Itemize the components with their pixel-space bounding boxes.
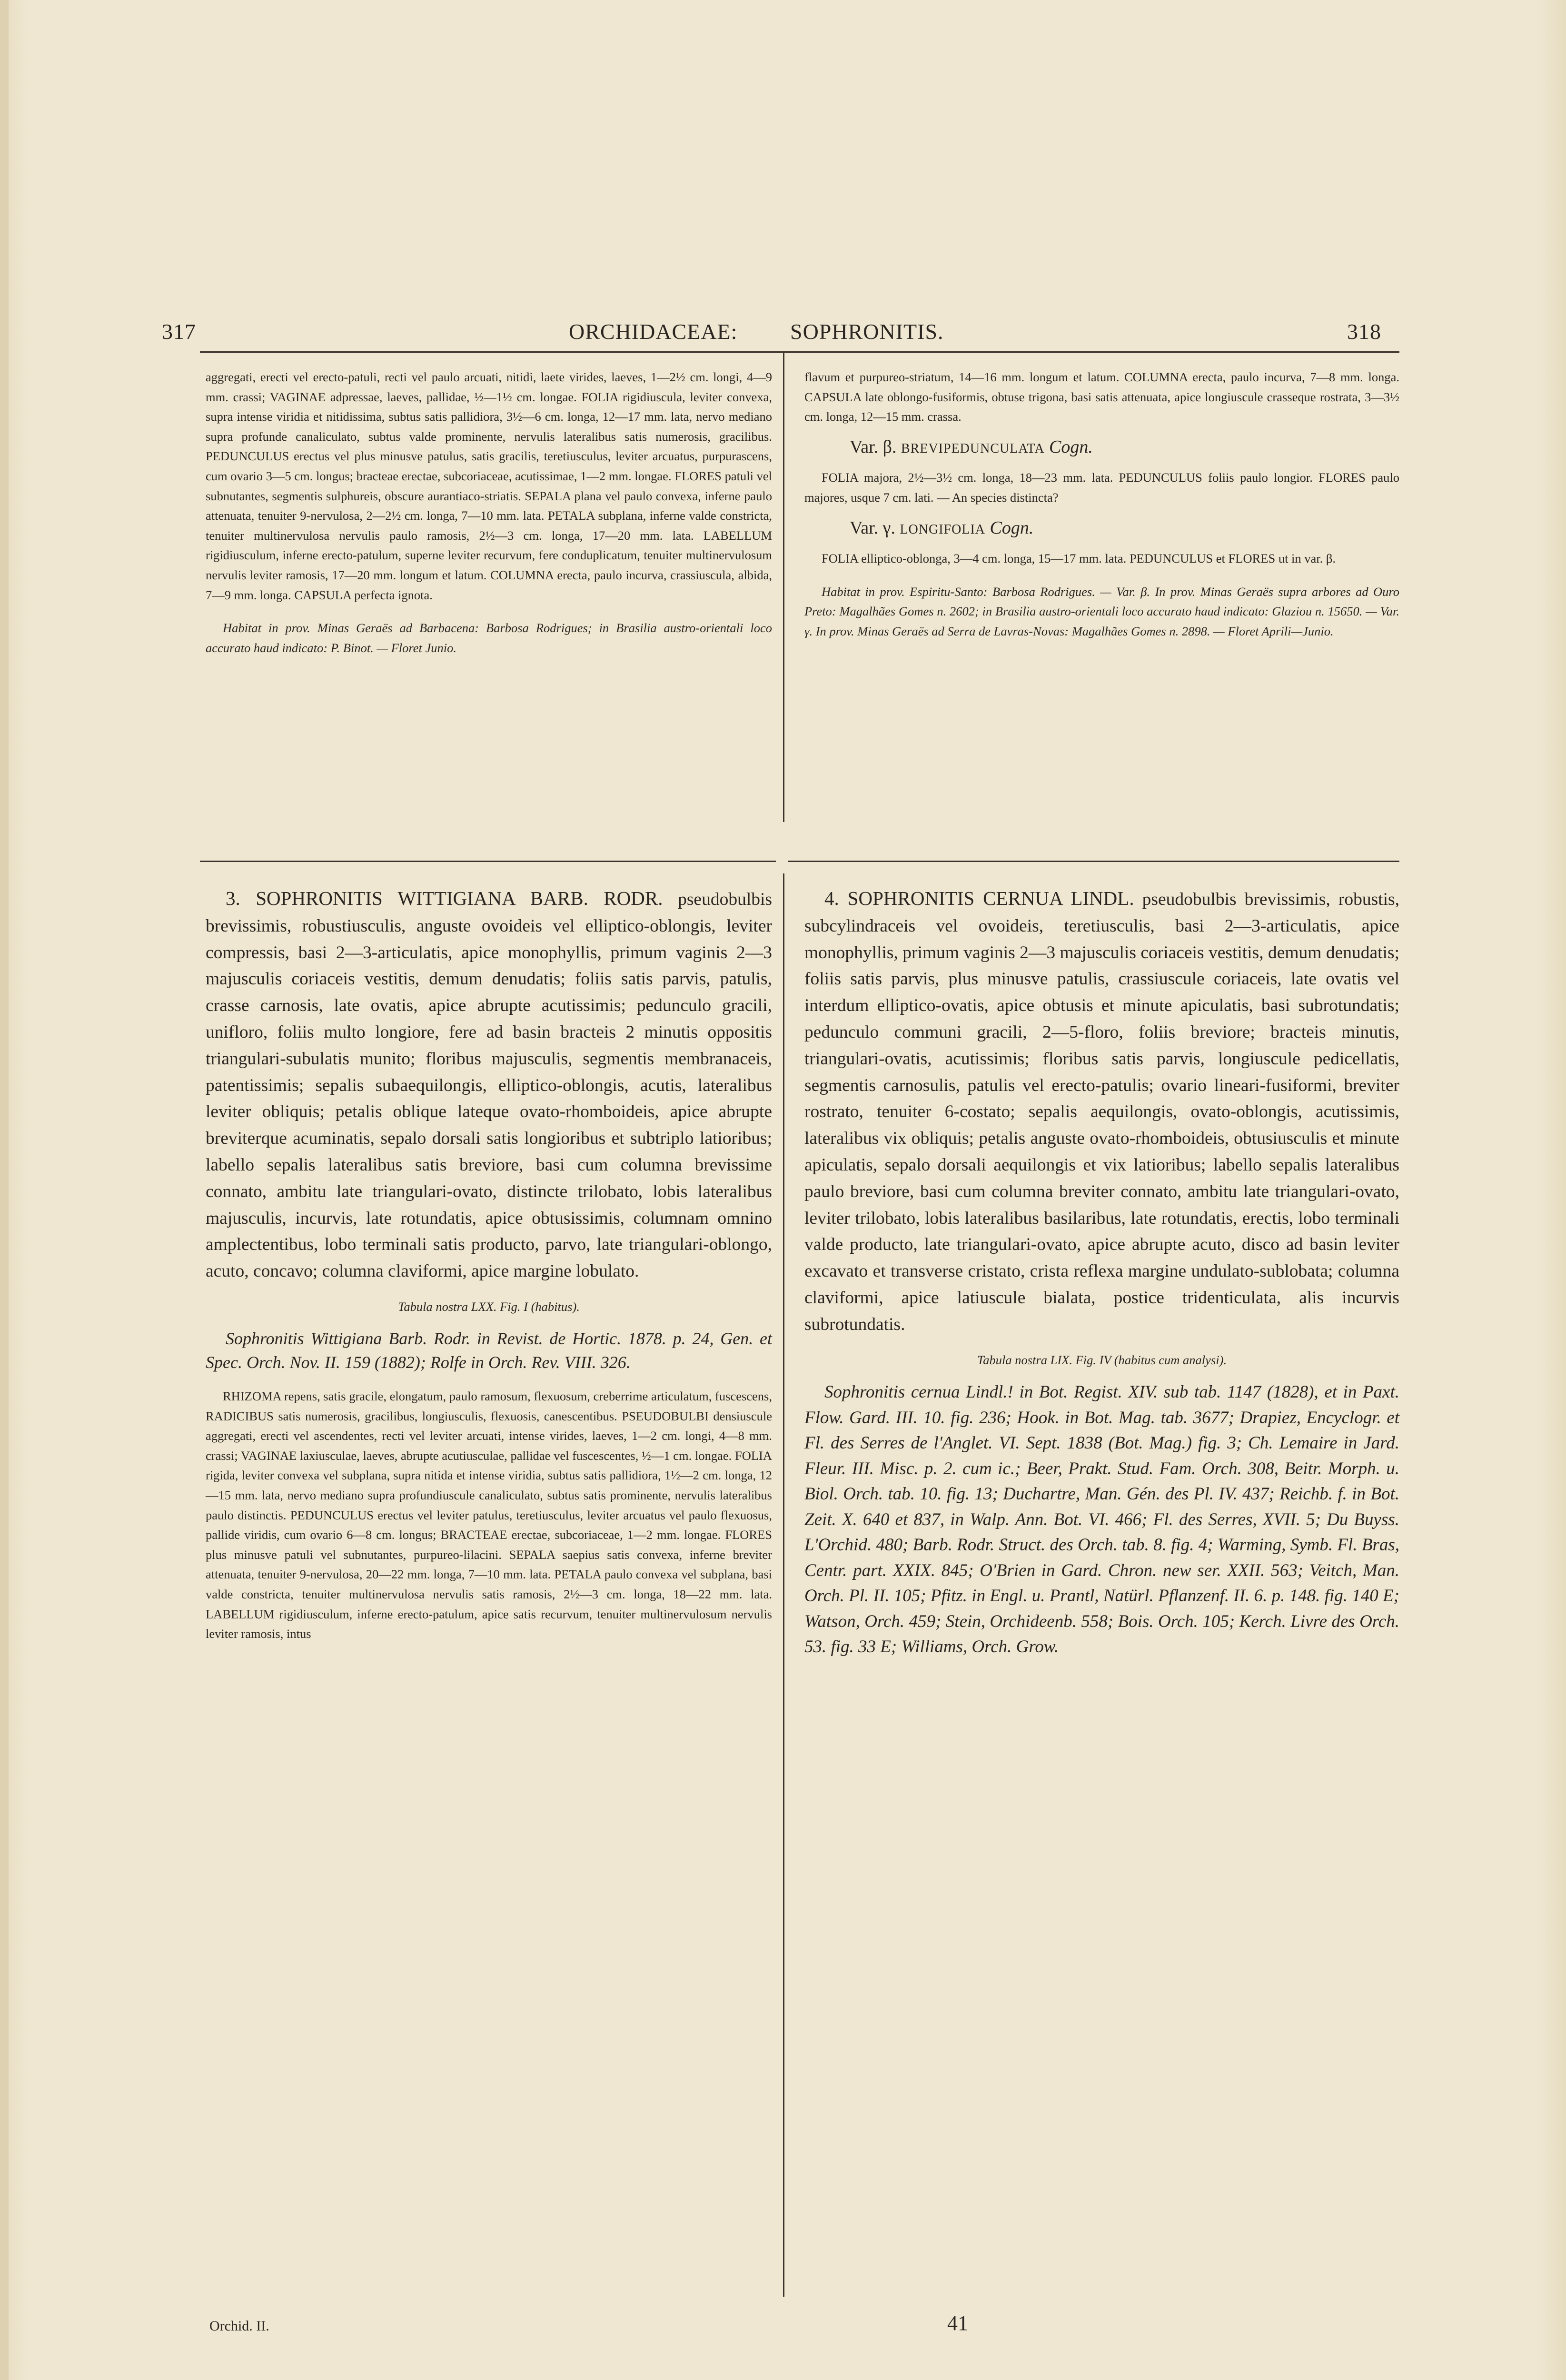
literature-references: Sophronitis Wittigiana Barb. Rodr. in Revist. de Hortic. 1878. p. 24, Gen. et Spec. Orch. Nov. II. 159 (1882); Rolfe in Orch. Rev. VIII. 326. [206,1329,772,1372]
column-left-bottom [206,885,772,1656]
running-title-right: SOPHRONITIS. [790,319,944,344]
right-page-number: 318 [1347,319,1381,344]
species-3-section [206,885,772,1285]
literature-references: Sophronitis cernua Lindl.! in Bot. Regist. XIV. sub tab. 1147 (1828), et in Paxt. Flow. Gard. III. 10. fig. 236; Hook. in Bot. Mag. tab. 3677; Drapiez, Encyclogr. et Fl. des Serres de l'Anglet. VI. Sept. 1838 (Bot. Mag.) fig. 3; Ch. Lemaire in Jard. Fleur. III. Misc. p. 2. cum ic.; Beer, Prakt. Stud. Fam. Orch. 308, Beitr. Morph. u. Biol. Orch. tab. 10. fig. 13; Duchartre, Man. Gén. des Pl. IV. 437; Reichb. f. in Bot. Zeit. X. 640 et 837, in Walp. Ann. Bot. VI. 466; Fl. des Serres, XVII. 5; Du Buyss. L'Orchid. 480; Barb. Rodr. Struct. des Orch. tab. 8. fig. 4; Warming, Symb. Fl. Bras, Centr. part. XXIX. 845; O'Brien in Gard. Chron. new ser. XXII. 563; Veitch, Man. Orch. Pl. II. 105; Pfitz. in Engl. u. Prantl, Natürl. Pflanzenf. II. 6. p. 148. fig. 140 E; Watson, Orch. 459; Stein, Orchideenb. 558; Bois. Orch. 105; Kerch. Livre des Orch. 53. fig. 33 E; Williams, Orch. Grow. [804,1382,1399,1657]
section-rule-right [788,861,1399,862]
species-description-continued: flavum et purpureo-striatum, 14—16 mm. longum et latum. COLUMNA erecta, paulo incurva, 7—8 mm. longa. CAPSULA late oblongo-fusiformis, obtuse trigona, basi satis attenuata, apice longiuscule crasseque rostrata, 3—3½ cm. longa, 12—15 mm. crassa. [804,370,1399,424]
page-header [162,319,1390,347]
species-diagnosis: pseudobulbis brevissimis, robustiusculis, anguste ovoideis vel elliptico-oblongis, leviter compressis, basi 2—3-articulatis, apice monophyllis, primum vaginis 2—3 majusculis coriaceis vestitis, demum denudatis; foliis satis parvis, patulis, crasse carnosis, late ovatis, apice abrupte acutissimis; pedunculo gracili, unifloro, foliis multo longiore, fere ad basin bracteis 2 minutis oppositis triangulari-subulatis munito; floribus majusculis, segmentis membranaceis, patentissimis; sepalis subaequilongis, elliptico-oblongis, acutis, lateralibus leviter obliquis; petalis oblique lateque ovato-rhomboideis, apice abrupte breviterque acuminatis, sepalo dorsali satis longioribus et subtriplo latioribus; labello sepalis lateralibus satis breviore, basi cum columna brevissime connato, ambitu late triangulari-ovato, distincte trilobato, lobis lateralibus majusculis, incurvis, late rotundatis, apice obtusissimis, columnam omnino amplectentibus, lobo terminali satis producto, parvo, late triangulari-oblongo, acuto, concavo; columna claviformi, apice margine lobulato. [206,890,772,1281]
species-description-continued: aggregati, erecti vel erecto-patuli, recti vel paulo arcuati, nitidi, laete virides, laeves, 1—2½ cm. longi, 4—9 mm. crassi; VAGINAE adpressae, laeves, pallidae, ½—1½ cm. longae. FOLIA rigidiuscula, leviter convexa, supra intense viridia et nitidissima, subtus satis pallidiora, 3½—6 cm. longa, 12—17 mm. lata, nervo mediano supra profunde canaliculato, subtus valde prominente, nervulis lateralibus satis numerosis, gracilibus. PEDUNCULUS erectus vel plus minusve patulus, satis gracilis, teretiusculus, leviter arcuatus, purpurascens, cum ovario 3—5 cm. longus; bracteae erectae, subcoriaceae, acutissimae, 1—2 mm. longae. FLORES patuli vel subnutantes, segmentis sulphureis, obscure aurantiaco-striatis. SEPALA plana vel paulo convexa, inferne paulo attenuata, tenuiter 9-nervulosa, 2—2½ cm. longa, 7—10 mm. lata. PETALA subplana, inferne valde constricta, tenuiter multinervulosa nervulis paulo ramosis, 2½—3 cm. longa, 17—20 mm. lata. LABELLUM rigidiusculum, inferne erecto-patulum, superne leviter recurvum, fere conduplicatum, tenuiter multinervulosum nervulis leviter ramosis, 17—20 mm. longum et latum. COLUMNA erecta, paulo incurva, crassiuscula, albida, 7—9 mm. longa. CAPSULA perfecta ignota. [206,370,772,602]
species-4-section [804,885,1399,1338]
column-divider-bottom [783,873,784,2297]
variety-gamma-text: FOLIA elliptico-oblonga, 3—4 cm. longa, 15—17 mm. lata. PEDUNCULUS et FLORES ut in var. β. [822,551,1336,566]
species-diagnosis: pseudobulbis brevissimis, robustis, subcylindraceis vel ovoideis, teretiusculis, basi 2—3-articulatis, apice monophyllis, primum vaginis 2—3 majusculis coriaceis vestitis, demum denudatis; foliis satis parvis, plus minusve patulis, crassiuscule coriaceis, late ovatis vel interdum elliptico-ovatis, apice obtusis et minute apiculatis, basi subrotundatis; pedunculo communi gracili, 2—5-floro, foliis breviore; bracteis minutis, triangulari-ovatis, acutissimis; floribus satis parvis, longiuscule pedicellatis, segmentis carnosulis, patulis vel erecto-patulis; ovario lineari-fusiformi, breviter rostrato, tenuiter 6-costato; sepalis aequilongis, ovato-oblongis, acutissimis, lateralibus vix obliquis; petalis anguste ovato-rhomboideis, obtusiusculis et minute apiculatis, sepalo dorsali aequilongis et vix latioribus; labello sepalis lateralibus paulo breviore, basi cum columna breviter connato, ambitu late triangulari-ovato, leviter trilobato, lobis lateralibus basilaribus, late rotundatis, erectis, lobo terminali valde producto, late triangulari-ovato, apice abrupte acuto, disco ad basin leviter excavato et transverse cristato, crista reflexa margine undulato-sublobata; columna claviformi, apice latiuscule bialata, postice tridenticulata, alis incurvis subrotundatis. [804,890,1399,1334]
habitat-note: Habitat in prov. Minas Geraës ad Barbacena: Barbosa Rodrigues; in Brasilia austro-orientali loco accurato haud indicato: P. Binot. — Floret Junio. [206,621,772,655]
column-left-top [206,367,772,658]
left-page-number: 317 [162,319,196,344]
species-details: RHIZOMA repens, satis gracile, elongatum, paulo ramosum, flexuosum, creberrime articulatum, fuscescens, RADICIBUS satis numerosis, gracilibus, longiusculis, flexuosis, canescentibus. PSEUDOBULBI densiuscule aggregati, erecti vel ascendentes, recti vel leviter arcuati, intense virides, laeves, 1—2 cm. longi, 4—8 mm. crassi; VAGINAE laxiusculae, laeves, abrupte acutiusculae, pallidae vel fuscescentes, ½—1 cm. longae. FOLIA rigida, leviter convexa vel subplana, supra nitida et intense viridia, subtus satis pallidiora, 1½—2 cm. longa, 12—15 mm. lata, nervo mediano supra profundiuscule canaliculato, subtus satis prominente, nervulis lateralibus paulo distinctis. PEDUNCULUS erectus vel leviter patulus, teretiusculus, leviter arcuatus vel paulo flexuosus, pallide viridis, cum ovario 6—8 cm. longus; BRACTEAE erectae, subcoriaceae, 1—2 mm. longae. FLORES plus minusve patuli vel subnutantes, purpureo-lilacini. SEPALA saepius satis convexa, inferne breviter attenuata, tenuiter 9-nervulosa, 20—22 mm. longa, 7—10 mm. lata. PETALA paulo convexa vel subplana, basi valde constricta, tenuiter multinervulosa nervulis satis ramosis, 2½—3 cm. longa, 18—22 mm. lata. LABELLUM rigidiusculum, inferne erecto-patulum, apice satis recurvum, tenuiter multinervulosum nervulis leviter ramosis, intus [206,1389,772,1641]
plate-reference: Tabula nostra LIX. Fig. IV (habitus cum analysi). [977,1352,1227,1367]
species-heading: 3. SOPHRONITIS WITTIGIANA BARB. RODR. [226,887,663,909]
section-rule-left [200,861,776,862]
variety-beta-heading: Var. β. BREVIPEDUNCULATA Cogn. [850,436,1093,457]
header-rule [200,351,1399,353]
species-heading: 4. SOPHRONITIS CERNUA LINDL. [824,887,1134,909]
variety-name: BREVIPEDUNCULATA [901,441,1045,456]
signature-mark: Orchid. II. [209,2318,269,2334]
column-right-top [804,367,1399,642]
variety-gamma-heading: Var. γ. LONGIFOLIA Cogn. [850,517,1034,538]
variety-beta-text: FOLIA majora, 2½—3½ cm. longa, 18—23 mm. lata. PEDUNCULUS foliis paulo longior. FLORES paulo majores, usque 7 cm. lati. — An species distincta? [804,470,1399,505]
variety-name: LONGIFOLIA [900,522,985,537]
habitat-note: Habitat in prov. Espiritu-Santo: Barbosa Rodrigues. — Var. β. In prov. Minas Geraës supra arbores ad Ouro Preto: Magalhães Gomes n. 2602; in Brasilia austro-orientali loco accurato haud indicato: Glaziou n. 15650. — Var. γ. In prov. Minas Geraës ad Serra de Lavras-Novas: Magalhães Gomes n. 2898. — Floret Aprili—Junio. [804,584,1399,638]
sheet-number: 41 [947,2311,968,2335]
running-title-left: ORCHIDACEAE: [569,319,738,344]
page-edge-left [0,0,9,2380]
plate-reference: Tabula nostra LXX. Fig. I (habitus). [398,1299,580,1314]
column-right-bottom [804,885,1399,1660]
column-divider-top [783,353,784,822]
